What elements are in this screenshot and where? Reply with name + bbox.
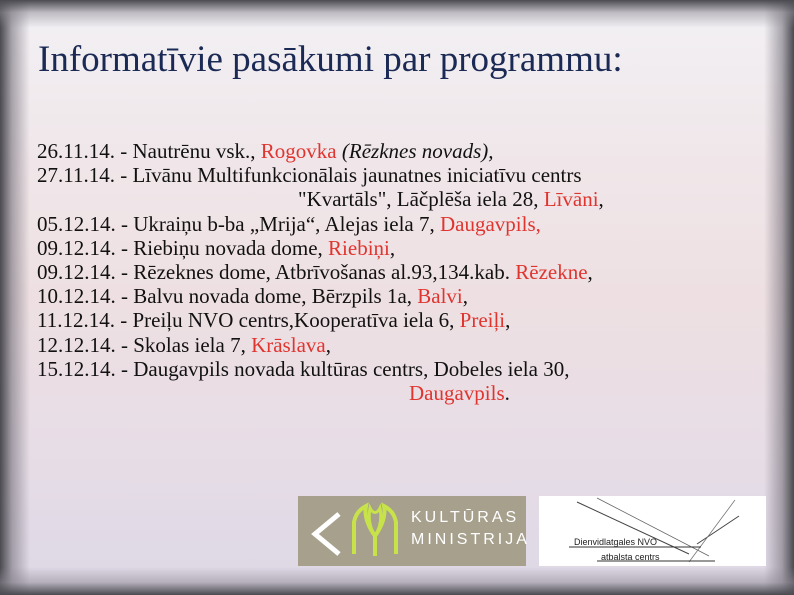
event-punct: , bbox=[325, 332, 331, 357]
event-line bbox=[37, 139, 604, 163]
event-separator: - bbox=[114, 163, 133, 188]
logo-text-line2: atbalsta centrs bbox=[601, 552, 660, 562]
logo-text-line2: MINISTRIJA bbox=[411, 531, 530, 548]
event-place: Daugavpils bbox=[409, 380, 505, 405]
event-place: Daugavpils, bbox=[439, 211, 541, 236]
event-separator: - bbox=[114, 308, 133, 333]
event-venue: Rēzeknes dome, Atbrīvošanas al.93,134.kab. bbox=[133, 259, 516, 284]
event-venue: Ukraiņu b-ba „Mrija“, Alejas iela 7, bbox=[133, 211, 440, 236]
event-venue: Skolas iela 7, bbox=[133, 332, 252, 357]
event-punct: , bbox=[505, 308, 511, 333]
event-venue: Balvu novada dome, Bērzpils 1a, bbox=[133, 284, 418, 309]
event-date: 10.12.14. bbox=[37, 284, 116, 309]
event-separator: - bbox=[115, 235, 134, 260]
event-punct: , bbox=[462, 284, 469, 309]
event-date: 09.12.14. bbox=[37, 259, 116, 284]
slide-frame-bottom bbox=[0, 567, 794, 595]
event-date: 12.12.14. bbox=[37, 332, 116, 357]
event-note: (Rēzknes novads), bbox=[336, 139, 494, 163]
event-list bbox=[37, 139, 604, 405]
event-separator: - bbox=[115, 332, 134, 357]
event-separator: - bbox=[115, 211, 134, 236]
slide-frame-right bbox=[764, 0, 794, 595]
event-venue: "Kvartāls", Lāčplēša iela 28, bbox=[298, 187, 544, 212]
slide-title: Informatīvie pasākumi par programmu: bbox=[38, 39, 623, 80]
logo-text-line1: KULTŪRAS bbox=[411, 509, 520, 526]
less-than-mark-icon bbox=[306, 500, 346, 556]
event-punct: , bbox=[389, 235, 396, 260]
event-separator: - bbox=[114, 139, 133, 163]
event-place: Balvi bbox=[417, 284, 463, 309]
slide-frame-left bbox=[0, 0, 30, 595]
event-punct: . bbox=[504, 380, 510, 405]
event-venue: Preiļu NVO centrs,Kooperatīva iela 6, bbox=[132, 308, 460, 333]
event-venue: Riebiņu novada dome, bbox=[133, 235, 329, 260]
m-leaf-mark-icon bbox=[348, 500, 402, 558]
event-place: Rogovka bbox=[260, 139, 337, 163]
event-place: Rēzekne bbox=[515, 259, 588, 284]
slide-frame-top bbox=[0, 0, 794, 28]
event-line bbox=[37, 260, 604, 284]
event-place: Krāslava bbox=[251, 332, 326, 357]
event-line bbox=[37, 212, 604, 236]
event-separator: - bbox=[115, 284, 134, 309]
event-line-continuation bbox=[37, 381, 604, 405]
event-place: Preiļi bbox=[459, 308, 506, 333]
logo-text-line1: Dienvidlatgales NVO bbox=[574, 537, 658, 547]
event-line bbox=[37, 163, 604, 187]
event-line bbox=[37, 333, 604, 357]
event-line-continuation bbox=[37, 187, 604, 211]
event-place: Līvāni bbox=[543, 187, 599, 212]
event-punct: , bbox=[587, 259, 593, 284]
event-line bbox=[37, 357, 604, 381]
event-venue: Līvānu Multifunkcionālais jaunatnes iniciatīvu centrs bbox=[132, 163, 582, 188]
event-line bbox=[37, 236, 604, 260]
event-line bbox=[37, 284, 604, 308]
event-date: 26.11.14. bbox=[37, 139, 115, 163]
event-venue: Nautrēnu vsk., bbox=[132, 139, 261, 163]
event-date: 09.12.14. bbox=[37, 235, 116, 260]
event-separator: - bbox=[115, 259, 134, 284]
event-line bbox=[37, 308, 604, 332]
event-venue: Daugavpils novada kultūras centrs, Dobeles iela 30, bbox=[133, 356, 570, 381]
event-date: 15.12.14. bbox=[37, 356, 116, 381]
event-date: 27.11.14. bbox=[37, 163, 115, 188]
event-date: 11.12.14. bbox=[37, 308, 115, 333]
event-place: Riebiņi bbox=[328, 235, 390, 260]
event-date: 05.12.14. bbox=[37, 211, 116, 236]
event-punct: , bbox=[598, 187, 604, 212]
event-separator: - bbox=[115, 356, 134, 381]
